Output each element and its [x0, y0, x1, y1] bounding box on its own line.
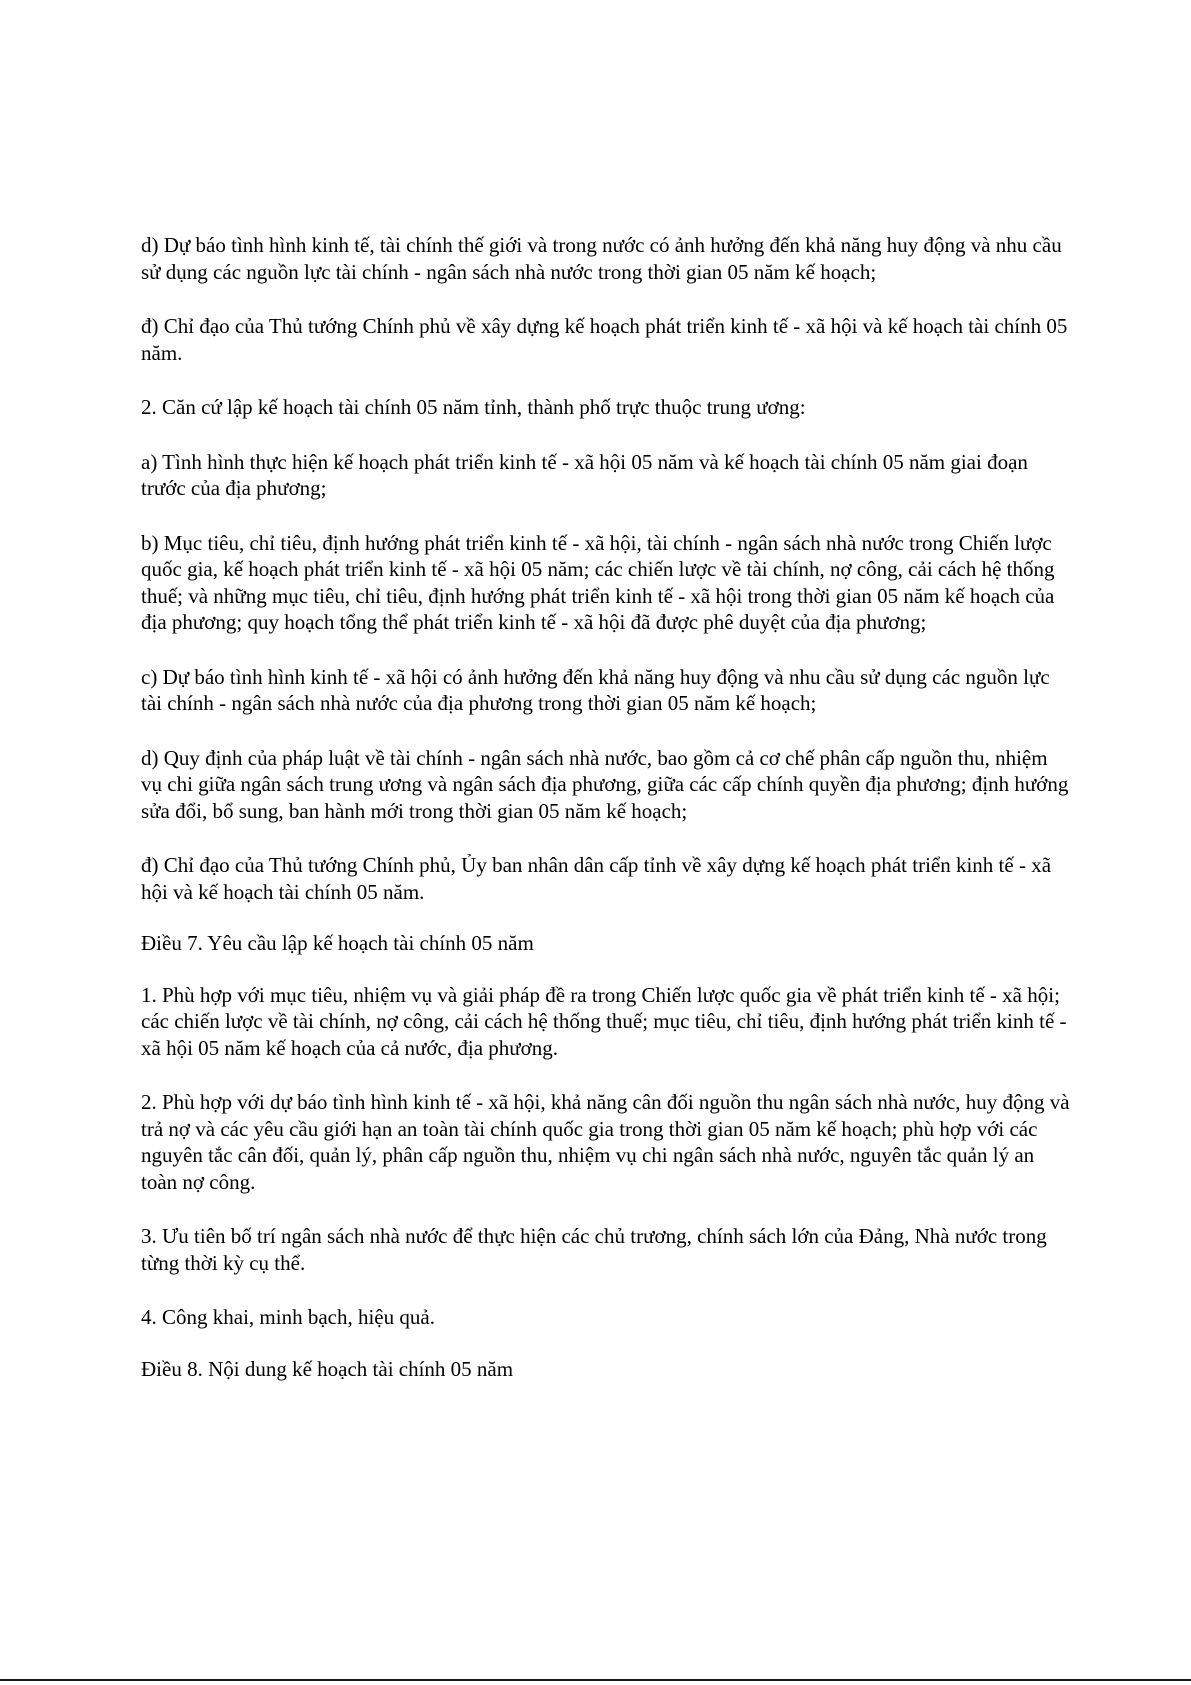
- paragraph-implementation-status: a) Tình hình thực hiện kế hoạch phát triển kinh tế - xã hội 05 năm và kế hoạch tài chính 05 năm giai đoạn trước của địa phương;: [141, 449, 1028, 500]
- paragraph-legal-regulations: d) Quy định của pháp luật về tài chính - ngân sách nhà nước, bao gồm cả cơ chế phân cấp nguồn thu, nhiệm vụ chi giữa ngân sách trung ương và ngân sách địa phương, giữa các cấp chính quyền địa phương; định hướng sửa đổi, bổ sung, ban hành mới trong thời gian 05 năm kế hoạch;: [141, 745, 1069, 823]
- article-7-item-4: 4. Công khai, minh bạch, hiệu quả.: [141, 1305, 435, 1329]
- paragraph-provincial-basis: 2. Căn cứ lập kế hoạch tài chính 05 năm tỉnh, thành phố trực thuộc trung ương:: [141, 395, 806, 419]
- article-7-item-1: 1. Phù hợp với mục tiêu, nhiệm vụ và giải pháp đề ra trong Chiến lược quốc gia về phát triển kinh tế - xã hội; các chiến lược về tài chính, nợ công, cải cách hệ thống thuế; mục tiêu, chỉ tiêu, định hướng phát triển kinh tế - xã hội 05 năm kế hoạch của cả nước, địa phương.: [141, 982, 1067, 1060]
- page-bottom-rule: [0, 1676, 1191, 1685]
- article-7-item-3: 3. Ưu tiên bố trí ngân sách nhà nước để thực hiện các chủ trương, chính sách lớn của Đảng, Nhà nước trong từng thời kỳ cụ thể.: [141, 1224, 1047, 1275]
- article-7-heading: Điều 7. Yêu cầu lập kế hoạch tài chính 05 năm: [141, 931, 534, 955]
- paragraph-pm-direction: đ) Chỉ đạo của Thủ tướng Chính phủ về xây dựng kế hoạch phát triển kinh tế - xã hội và kế hoạch tài chính 05 năm.: [141, 314, 1068, 365]
- paragraph-forecast-local: c) Dự báo tình hình kinh tế - xã hội có ảnh hưởng đến khả năng huy động và nhu cầu sử dụng các nguồn lực tài chính - ngân sách nhà nước của địa phương trong thời gian 05 năm kế hoạch;: [141, 664, 1050, 715]
- document-page: [141, 232, 1071, 1407]
- article-8-heading: Điều 8. Nội dung kế hoạch tài chính 05 năm: [141, 1356, 514, 1381]
- paragraph-targets-strategy: b) Mục tiêu, chỉ tiêu, định hướng phát triển kinh tế - xã hội, tài chính - ngân sách nhà nước trong Chiến lược quốc gia, kế hoạch phát triển kinh tế - xã hội 05 năm; các chiến lược về tài chính, nợ công, cải cách hệ thống thuế; và những mục tiêu, chỉ tiêu, định hướng phát triển kinh tế - xã hội trong thời gian 05 năm kế hoạch của địa phương; quy hoạch tổng thể phát triển kinh tế - xã hội đã được phê duyệt của địa phương;: [141, 530, 1055, 634]
- article-7-item-2: 2. Phù hợp với dự báo tình hình kinh tế - xã hội, khả năng cân đối nguồn thu ngân sách nhà nước, huy động và trả nợ và các yêu cầu giới hạn an toàn tài chính quốc gia trong thời gian 05 năm kế hoạch; phù hợp với các nguyên tắc cân đối, quản lý, phân cấp nguồn thu, nhiệm vụ chi ngân sách nhà nước, nguyên tắc quản lý an toàn nợ công.: [141, 1090, 1070, 1194]
- paragraph-forecast-world: d) Dự báo tình hình kinh tế, tài chính thế giới và trong nước có ảnh hưởng đến khả năng huy động và nhu cầu sử dụng các nguồn lực tài chính - ngân sách nhà nước trong thời gian 05 năm kế hoạch;: [141, 233, 1062, 284]
- paragraph-pm-provincial-direction: đ) Chỉ đạo của Thủ tướng Chính phủ, Ủy ban nhân dân cấp tỉnh về xây dựng kế hoạch phát triển kinh tế - xã hội và kế hoạch tài chính 05 năm.: [141, 853, 1052, 904]
